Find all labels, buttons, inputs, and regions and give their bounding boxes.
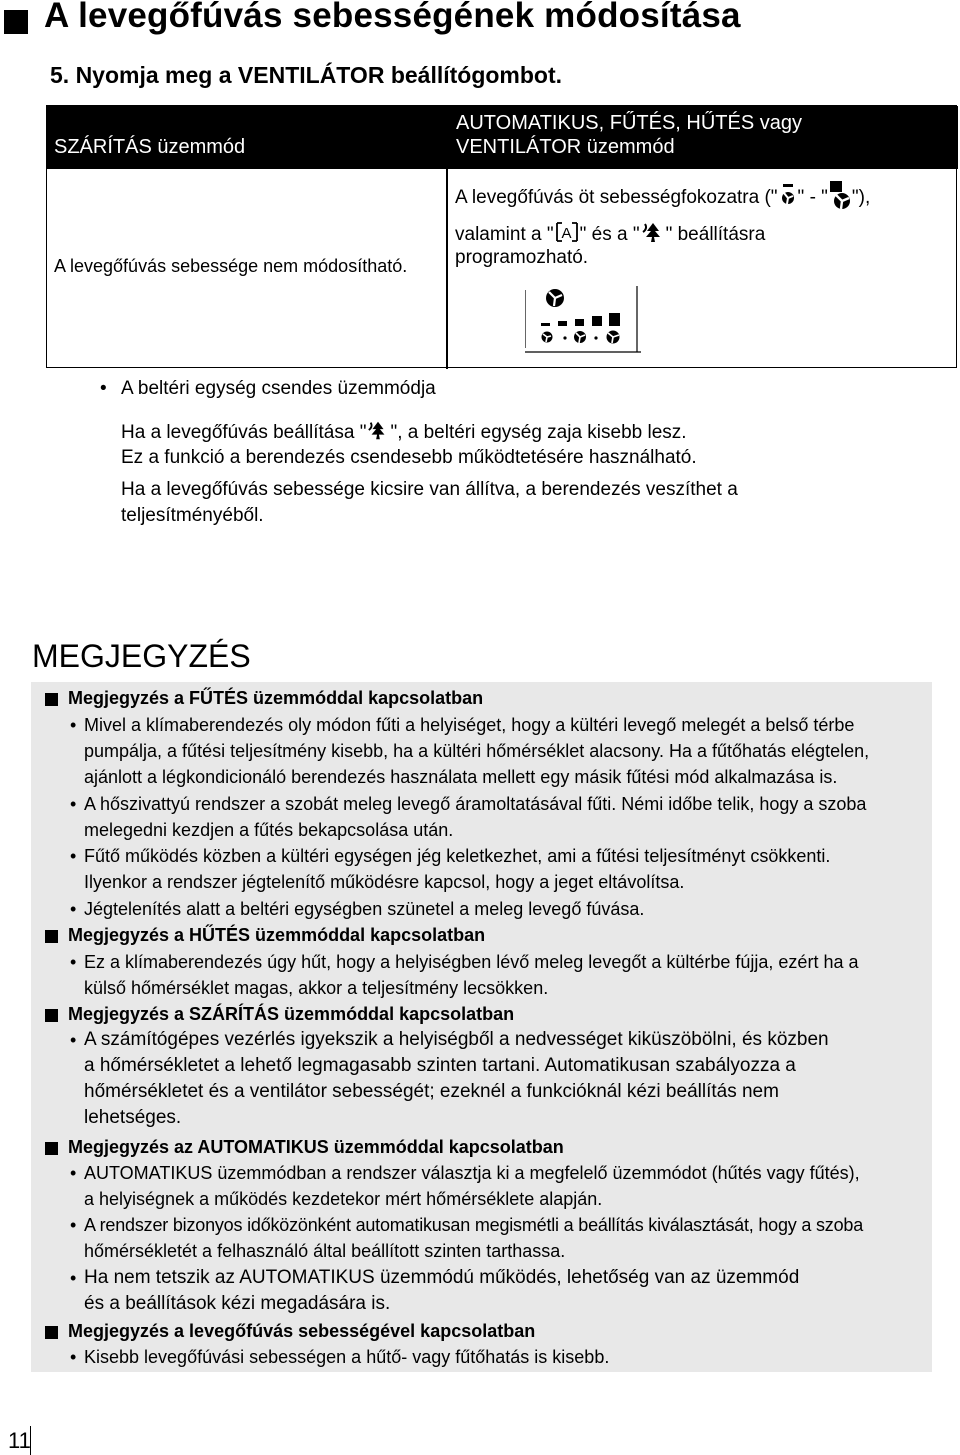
fan-speed-line1: [455, 180, 870, 216]
note-line: A rendszer bizonyos időközönként automatikusan megismétli a beállítás kiválasztását, hogy a szoba: [84, 1215, 864, 1235]
note-line: a helyiségnek a működés kezdetekor mért hőmérséklete alapján.: [84, 1189, 603, 1209]
bullet: •: [70, 1030, 77, 1050]
title-square-marker: [4, 10, 28, 34]
note-line: Jégtelenítés alatt a beltéri egységben szünetel a meleg levegő fúvása.: [84, 899, 645, 919]
dry-mode-header: SZÁRÍTÁS üzemmód: [54, 136, 246, 158]
section-marker: [45, 1326, 58, 1339]
note-line: AUTOMATIKUS üzemmódban a rendszer választja ki a megfelelő üzemmódot (hűtés vagy fűtés),: [84, 1163, 860, 1183]
page-number: 11: [8, 1428, 31, 1453]
quiet-line1-a: Ha a levegőfúvás beállítása ": [121, 422, 367, 444]
quiet-bullet: •: [100, 378, 107, 399]
note-line: Kisebb levegőfúvási sebességen a hűtő- vagy fűtőhatás is kisebb.: [84, 1347, 610, 1367]
note-heading-dry: Megjegyzés a SZÁRÍTÁS üzemmóddal kapcsolatban: [68, 1004, 515, 1024]
svg-text:A: A: [561, 225, 572, 242]
page-title: A levegőfúvás sebességének módosítása: [44, 0, 741, 35]
bullet: •: [70, 1347, 77, 1367]
quiet-line2: Ez a funkció a berendezés csendesebb működtetésére használható.: [121, 447, 697, 468]
table-divider: [446, 106, 448, 369]
note-line: Ez a klímaberendezés úgy hűt, hogy a helyiségben lévő meleg levegőt a kültérbe fújja, ezért ha a: [84, 952, 859, 972]
note-line: a hőmérsékletet a lehető legmagasabb szinten tartani. Automatikusan szabályozza a: [84, 1055, 796, 1076]
note-line: pumpálja, a fűtési teljesítmény kisebb, ha a kültéri hőmérséklet alacsony. Ha a fűtőhatás elégtelen,: [84, 741, 870, 761]
bullet: •: [70, 899, 77, 919]
fan-speed-display-graphic: [525, 286, 645, 359]
bullet: •: [70, 952, 77, 972]
table-header-other-modes: [448, 106, 958, 169]
quiet-heading: A beltéri egység csendes üzemmódja: [121, 378, 436, 399]
modes-header-line2: VENTILÁTOR üzemmód: [456, 136, 675, 158]
note-line: melegedni kezdjen a fűtés bekapcsolása után.: [84, 820, 454, 840]
note-line: A hőszivattyú rendszer a szobát meleg levegő áramoltatásával fűti. Némi időbe telik, hogy a szoba: [84, 794, 867, 814]
note-line: lehetséges.: [84, 1107, 182, 1128]
section-marker: [45, 1009, 58, 1022]
bullet: •: [70, 794, 77, 814]
quiet-line3: Ha a levegőfúvás sebessége kicsire van állítva, a berendezés veszíthet a: [121, 479, 738, 500]
note-line: A számítógépes vezérlés igyekszik a helyiségből a nedvességet kiküszöbölni, és közben: [84, 1029, 829, 1050]
fan-speed-line1-a: A levegőfúvás öt sebességfokozatra (": [455, 187, 778, 209]
note-heading-auto: Megjegyzés az AUTOMATIKUS üzemmóddal kapcsolatban: [68, 1137, 564, 1157]
fan-speed-line3: programozható.: [455, 247, 589, 268]
note-line: és a beállítások kézi megadására is.: [84, 1293, 391, 1314]
fan-quiet-icon: [366, 419, 390, 447]
dry-mode-note: A levegőfúvás sebessége nem módosítható.: [54, 256, 408, 276]
note-line: Ha nem tetszik az AUTOMATIKUS üzemmódú működés, lehetőség van az üzemmód: [84, 1267, 800, 1288]
note-line: ajánlott a légkondicionáló berendezés használata mellett egy másik fűtési mód alkalmazása is.: [84, 767, 838, 787]
fan-quiet-icon: [640, 221, 666, 249]
note-line: hőmérsékletet és a ventilátor sebességét; ezeknél a funkcióknál kézi beállítás nem: [84, 1081, 779, 1102]
fan-speed-line2-a: valamint a ": [455, 224, 554, 246]
note-heading-fan-speed: Megjegyzés a levegőfúvás sebességével kapcsolatban: [68, 1321, 536, 1341]
step-5-instruction: 5. Nyomja meg a VENTILÁTOR beállítógombot.: [50, 62, 563, 88]
fan-speed-line1-b: " - ": [797, 187, 828, 209]
note-line: Fűtő működés közben a kültéri egységen jég keletkezhet, ami a fűtési teljesítményt csökkenti.: [84, 846, 831, 866]
bullet: •: [70, 1163, 77, 1183]
bullet: •: [70, 846, 77, 866]
fan-auto-icon: [554, 221, 580, 249]
fan-high-icon: [828, 180, 852, 216]
bullet: •: [70, 715, 77, 735]
bullet: •: [70, 1268, 77, 1288]
fan-speed-line2-c: " beállításra: [665, 224, 766, 246]
note-line: Ilyenkor a rendszer jégtelenítő működésre kapcsol, hogy a jeget eltávolítsa.: [84, 872, 685, 892]
note-heading-cooling: Megjegyzés a HŰTÉS üzemmóddal kapcsolatban: [68, 925, 486, 945]
quiet-line4: teljesítményéből.: [121, 505, 264, 526]
notes-title: MEGJEGYZÉS: [32, 638, 251, 674]
section-marker: [45, 693, 58, 706]
note-line: külső hőmérséklet magas, akkor a teljesítmény lecsökken.: [84, 978, 549, 998]
bullet: •: [70, 1215, 77, 1235]
section-marker: [45, 1142, 58, 1155]
mode-table: [46, 105, 957, 368]
table-header-dry: [47, 106, 447, 169]
fan-speed-line2: [455, 221, 765, 249]
note-heading-heating: Megjegyzés a FŰTÉS üzemmóddal kapcsolatban: [68, 688, 484, 708]
quiet-line1: [121, 419, 687, 447]
note-line: hőmérsékletét a felhasználó által beállított szinten tarthassa.: [84, 1241, 566, 1261]
note-line: Mivel a klímaberendezés oly módon fűti a helyiséget, hogy a kültéri levegő melegét a belső térbe: [84, 715, 855, 735]
section-marker: [45, 930, 58, 943]
fan-speed-line1-c: "),: [851, 187, 871, 209]
modes-header-line1: AUTOMATIKUS, FŰTÉS, HŰTÉS vagy: [456, 112, 802, 134]
fan-low-icon: [778, 183, 798, 213]
quiet-line1-b: ", a beltéri egység zaja kisebb lesz.: [390, 422, 687, 444]
fan-speed-line2-b: " és a ": [579, 224, 640, 246]
